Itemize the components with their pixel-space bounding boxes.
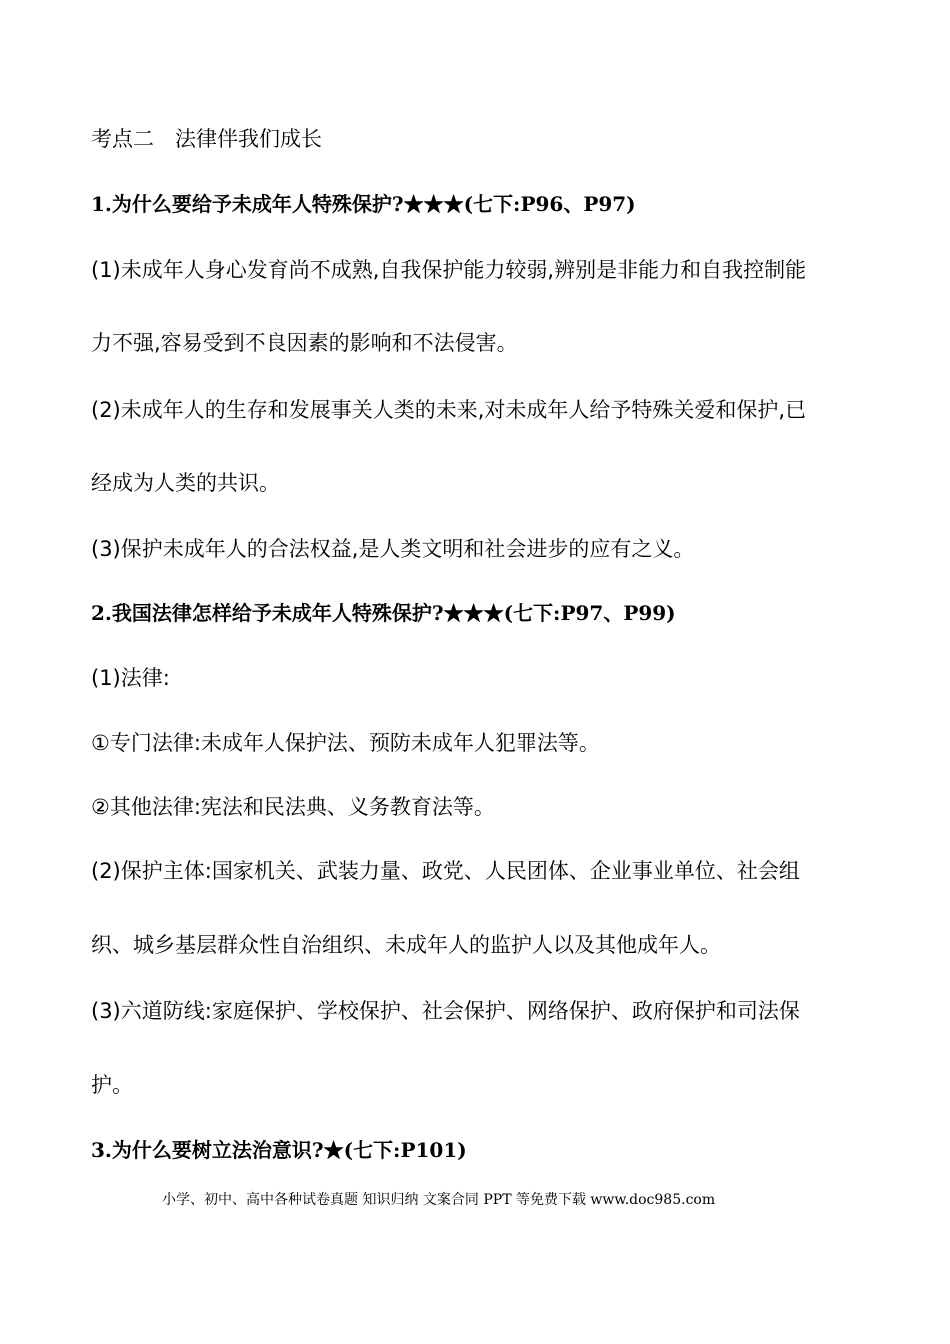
q2-subject-line-2: 织、城乡基层群众性自治组织、未成年人的监护人以及其他成年人。 [91, 933, 721, 957]
question-3-heading: 3.为什么要树立法治意识?★(七下:P101) [91, 1138, 467, 1162]
q1-paragraph-3-line-1: (3)保护未成年人的合法权益,是人类文明和社会进步的应有之义。 [91, 537, 695, 561]
question-1-heading: 1.为什么要给予未成年人特殊保护?★★★(七下:P96、P97) [91, 192, 636, 216]
q2-defense-line-2: 护。 [91, 1073, 133, 1097]
q2-defense-line-1: (3)六道防线:家庭保护、学校保护、社会保护、网络保护、政府保护和司法保 [91, 999, 800, 1023]
q1-paragraph-2-line-2: 经成为人类的共识。 [91, 471, 280, 495]
question-2-heading: 2.我国法律怎样给予未成年人特殊保护?★★★(七下:P97、P99) [91, 601, 676, 625]
q2-law-label: (1)法律: [91, 666, 170, 690]
q2-law-item-1: ①专门法律:未成年人保护法、预防未成年人犯罪法等。 [91, 731, 600, 755]
page-footer: 小学、初中、高中各种试卷真题 知识归纳 文案合同 PPT 等免费下载 www.doc985.com [162, 1192, 716, 1208]
q1-paragraph-2-line-1: (2)未成年人的生存和发展事关人类的未来,对未成年人给予特殊关爱和保护,已 [91, 398, 807, 422]
section-title: 考点二 法律伴我们成长 [91, 127, 322, 151]
q2-subject-line-1: (2)保护主体:国家机关、武装力量、政党、人民团体、企业事业单位、社会组 [91, 859, 800, 883]
q1-paragraph-1-line-1: (1)未成年人身心发育尚不成熟,自我保护能力较弱,辨别是非能力和自我控制能 [91, 258, 807, 282]
q2-law-item-2: ②其他法律:宪法和民法典、义务教育法等。 [91, 795, 495, 819]
q1-paragraph-1-line-2: 力不强,容易受到不良因素的影响和不法侵害。 [91, 331, 518, 355]
